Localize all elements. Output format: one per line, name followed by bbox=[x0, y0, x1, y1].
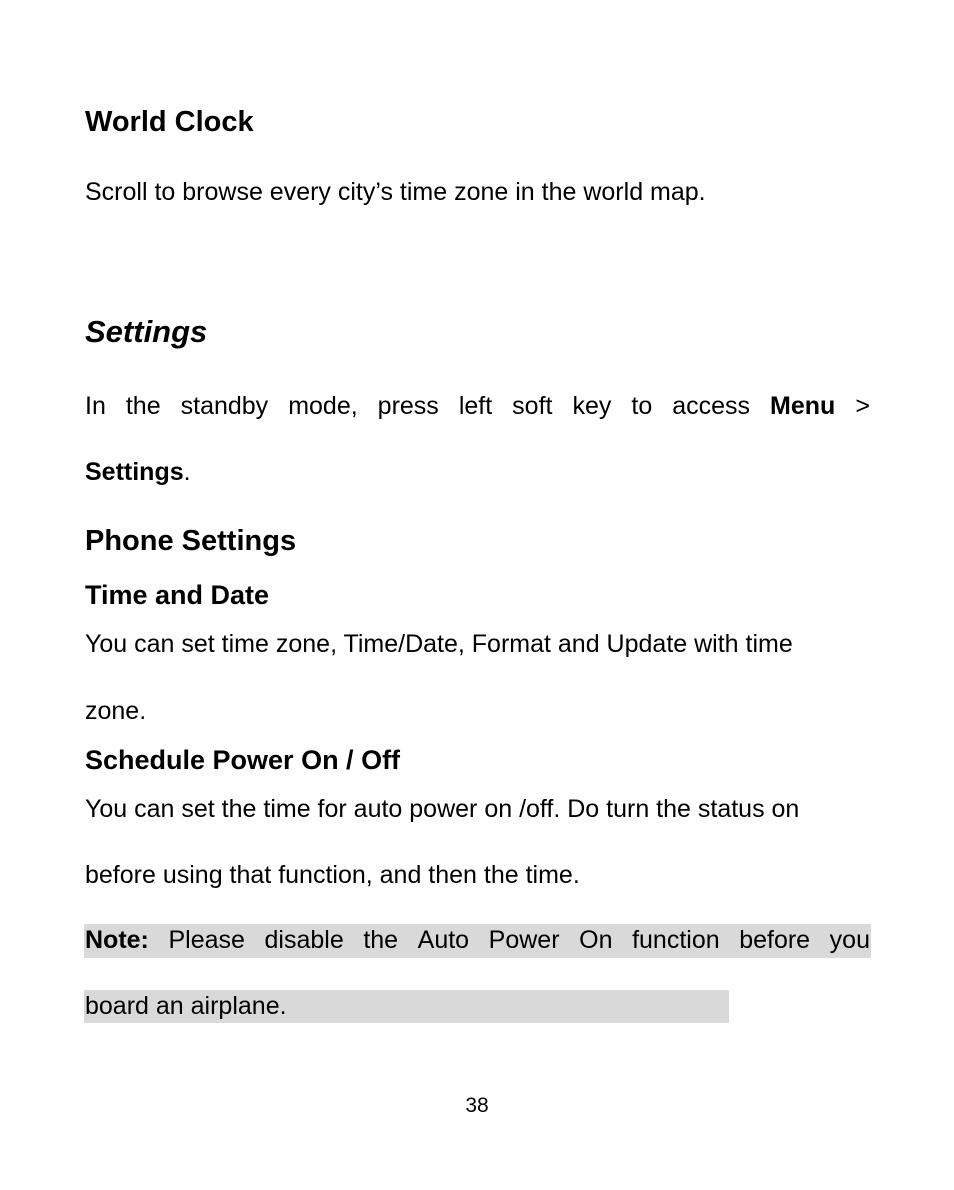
note-line1 bbox=[85, 926, 870, 955]
note-word: disable bbox=[264, 926, 344, 954]
note-word: Power bbox=[488, 926, 560, 954]
phone-settings-heading: Phone Settings bbox=[85, 525, 297, 557]
note-word: you bbox=[829, 926, 870, 954]
intro-word: In bbox=[85, 392, 106, 420]
intro-word: press bbox=[377, 392, 439, 420]
time-and-date-line2: zone. bbox=[85, 697, 147, 725]
settings-term: Settings bbox=[85, 458, 184, 486]
time-and-date-heading: Time and Date bbox=[85, 580, 270, 610]
settings-intro-line1 bbox=[85, 392, 870, 421]
note-word: On bbox=[579, 926, 613, 954]
schedule-power-line2: before using that function, and then the time. bbox=[85, 861, 580, 889]
intro-word: the bbox=[125, 392, 161, 420]
world-clock-description: Scroll to browse every city’s time zone in the world map. bbox=[85, 178, 706, 206]
note-word: Auto bbox=[417, 926, 470, 954]
intro-word: to bbox=[631, 392, 653, 420]
schedule-power-heading: Schedule Power On / Off bbox=[85, 745, 401, 775]
page-number: 38 bbox=[465, 1094, 489, 1117]
note-word: Please bbox=[168, 926, 245, 954]
intro-word: access bbox=[672, 392, 751, 420]
world-clock-heading: World Clock bbox=[85, 106, 254, 138]
time-and-date-line1: You can set time zone, Time/Date, Format and Update with time bbox=[85, 630, 793, 658]
intro-word: key bbox=[572, 392, 612, 420]
menu-term: Menu bbox=[770, 392, 836, 420]
settings-heading: Settings bbox=[85, 314, 208, 349]
note-line2: board an airplane. bbox=[85, 992, 287, 1020]
note-word: before bbox=[739, 926, 811, 954]
intro-word: left bbox=[458, 392, 493, 420]
menu-arrow: > bbox=[855, 392, 870, 420]
intro-word: soft bbox=[512, 392, 553, 420]
intro-period: . bbox=[183, 458, 191, 486]
intro-word: standby bbox=[180, 392, 269, 420]
settings-intro-line2 bbox=[85, 458, 191, 487]
intro-word: mode, bbox=[288, 392, 358, 420]
note-label: Note: bbox=[85, 926, 149, 954]
schedule-power-line1: You can set the time for auto power on /off. Do turn the status on bbox=[85, 795, 800, 823]
note-word: the bbox=[363, 926, 399, 954]
note-word: function bbox=[632, 926, 720, 954]
